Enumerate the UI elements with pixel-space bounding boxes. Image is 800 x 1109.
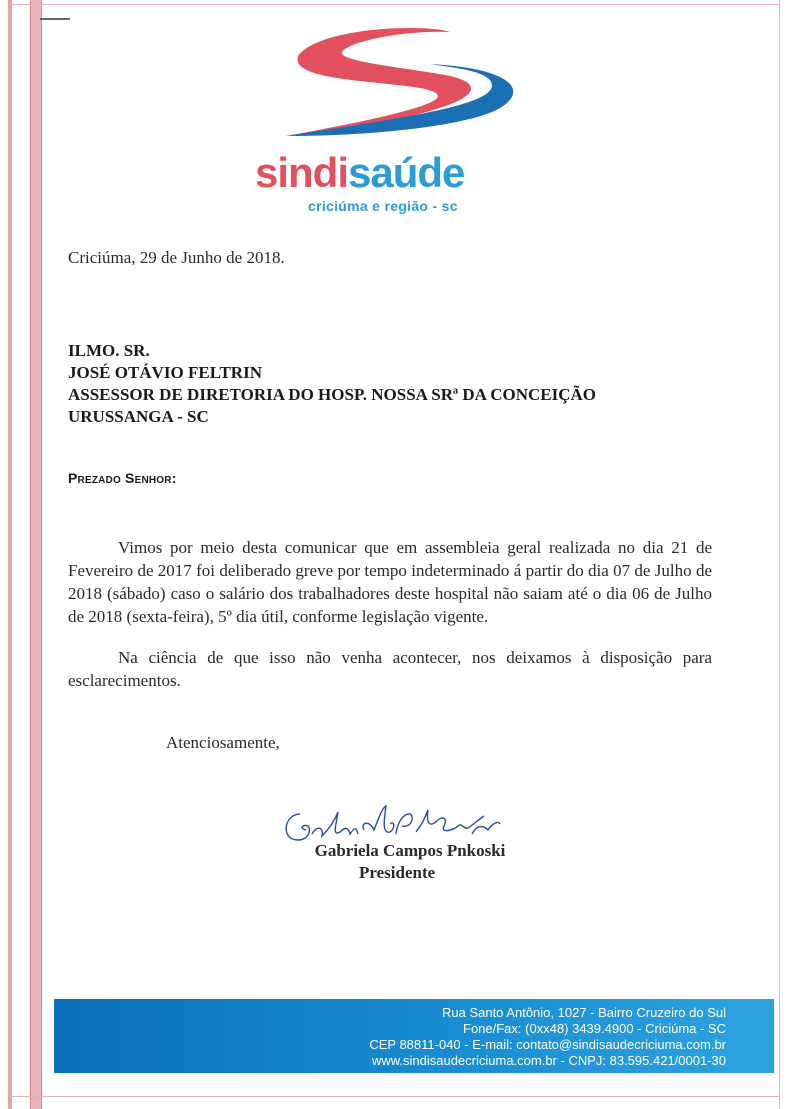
left-border-band	[30, 0, 42, 1109]
bottom-border-line	[8, 1096, 780, 1097]
recipient-line: JOSÉ OTÁVIO FELTRIN	[68, 363, 262, 382]
recipient-line: ASSESSOR DE DIRETORIA DO HOSP. NOSSA SRª DA CONCEIÇÃO	[68, 385, 596, 404]
swoosh-logo-icon	[280, 18, 520, 138]
footer-email-line: CEP 88811-040 - E-mail: contato@sindisaudecriciuma.com.br	[369, 1037, 726, 1052]
signer-block	[300, 840, 520, 884]
recipient-line: ILMO. SR.	[68, 341, 150, 360]
recipient-line: URUSSANGA - SC	[68, 407, 209, 426]
left-border-stripe	[8, 0, 12, 1109]
footer-website-line: www.sindisaudecriciuma.com.br - CNPJ: 83.595.421/0001-30	[371, 1053, 726, 1068]
signer-name: Gabriela Campos Pnkoski	[314, 841, 506, 860]
paragraph-text: Vimos por meio desta comunicar que em assembleia geral realizada no dia 21 de Fevereiro de 2017 foi deliberado greve por tempo indeterminado á partir do dia 07 de Julho de 2018 (sábado) caso o salário dos trabalhadores deste hospital não saiam até o dia 06 de Julho de 2018 (sexta-feira), 5º dia útil, conforme legislação vigente.	[68, 538, 712, 626]
footer-address-line: Rua Santo Antônio, 1027 - Bairro Cruzeiro do Sul	[441, 1005, 726, 1020]
corner-mark	[40, 18, 70, 20]
body-paragraph	[68, 646, 712, 692]
right-border-line	[779, 0, 780, 1109]
body-paragraph	[68, 536, 712, 628]
salutation: Prezado Senhor:	[68, 470, 177, 486]
footer-phone-line: Fone/Fax: (0xx48) 3439.4900 - Criciúma - SC	[463, 1021, 726, 1036]
top-border-line	[8, 4, 780, 5]
brand-wordmark	[250, 150, 550, 196]
letterhead-logo	[250, 18, 550, 214]
brand-wordmark-part2: saúde	[348, 149, 465, 196]
recipient-block	[68, 340, 596, 428]
footer-contact	[369, 1005, 726, 1069]
dateline: Criciúma, 29 de Junho de 2018.	[68, 248, 285, 267]
brand-wordmark-part1: sindi	[255, 149, 349, 196]
footer-bar	[54, 999, 774, 1073]
signer-role: Presidente	[359, 863, 436, 882]
closing: Atenciosamente,	[166, 733, 280, 752]
paragraph-text: Na ciência de que isso não venha acontecer, nos deixamos à disposição para esclarecimentos.	[68, 648, 712, 690]
brand-tagline: criciúma e região - sc	[308, 198, 458, 214]
